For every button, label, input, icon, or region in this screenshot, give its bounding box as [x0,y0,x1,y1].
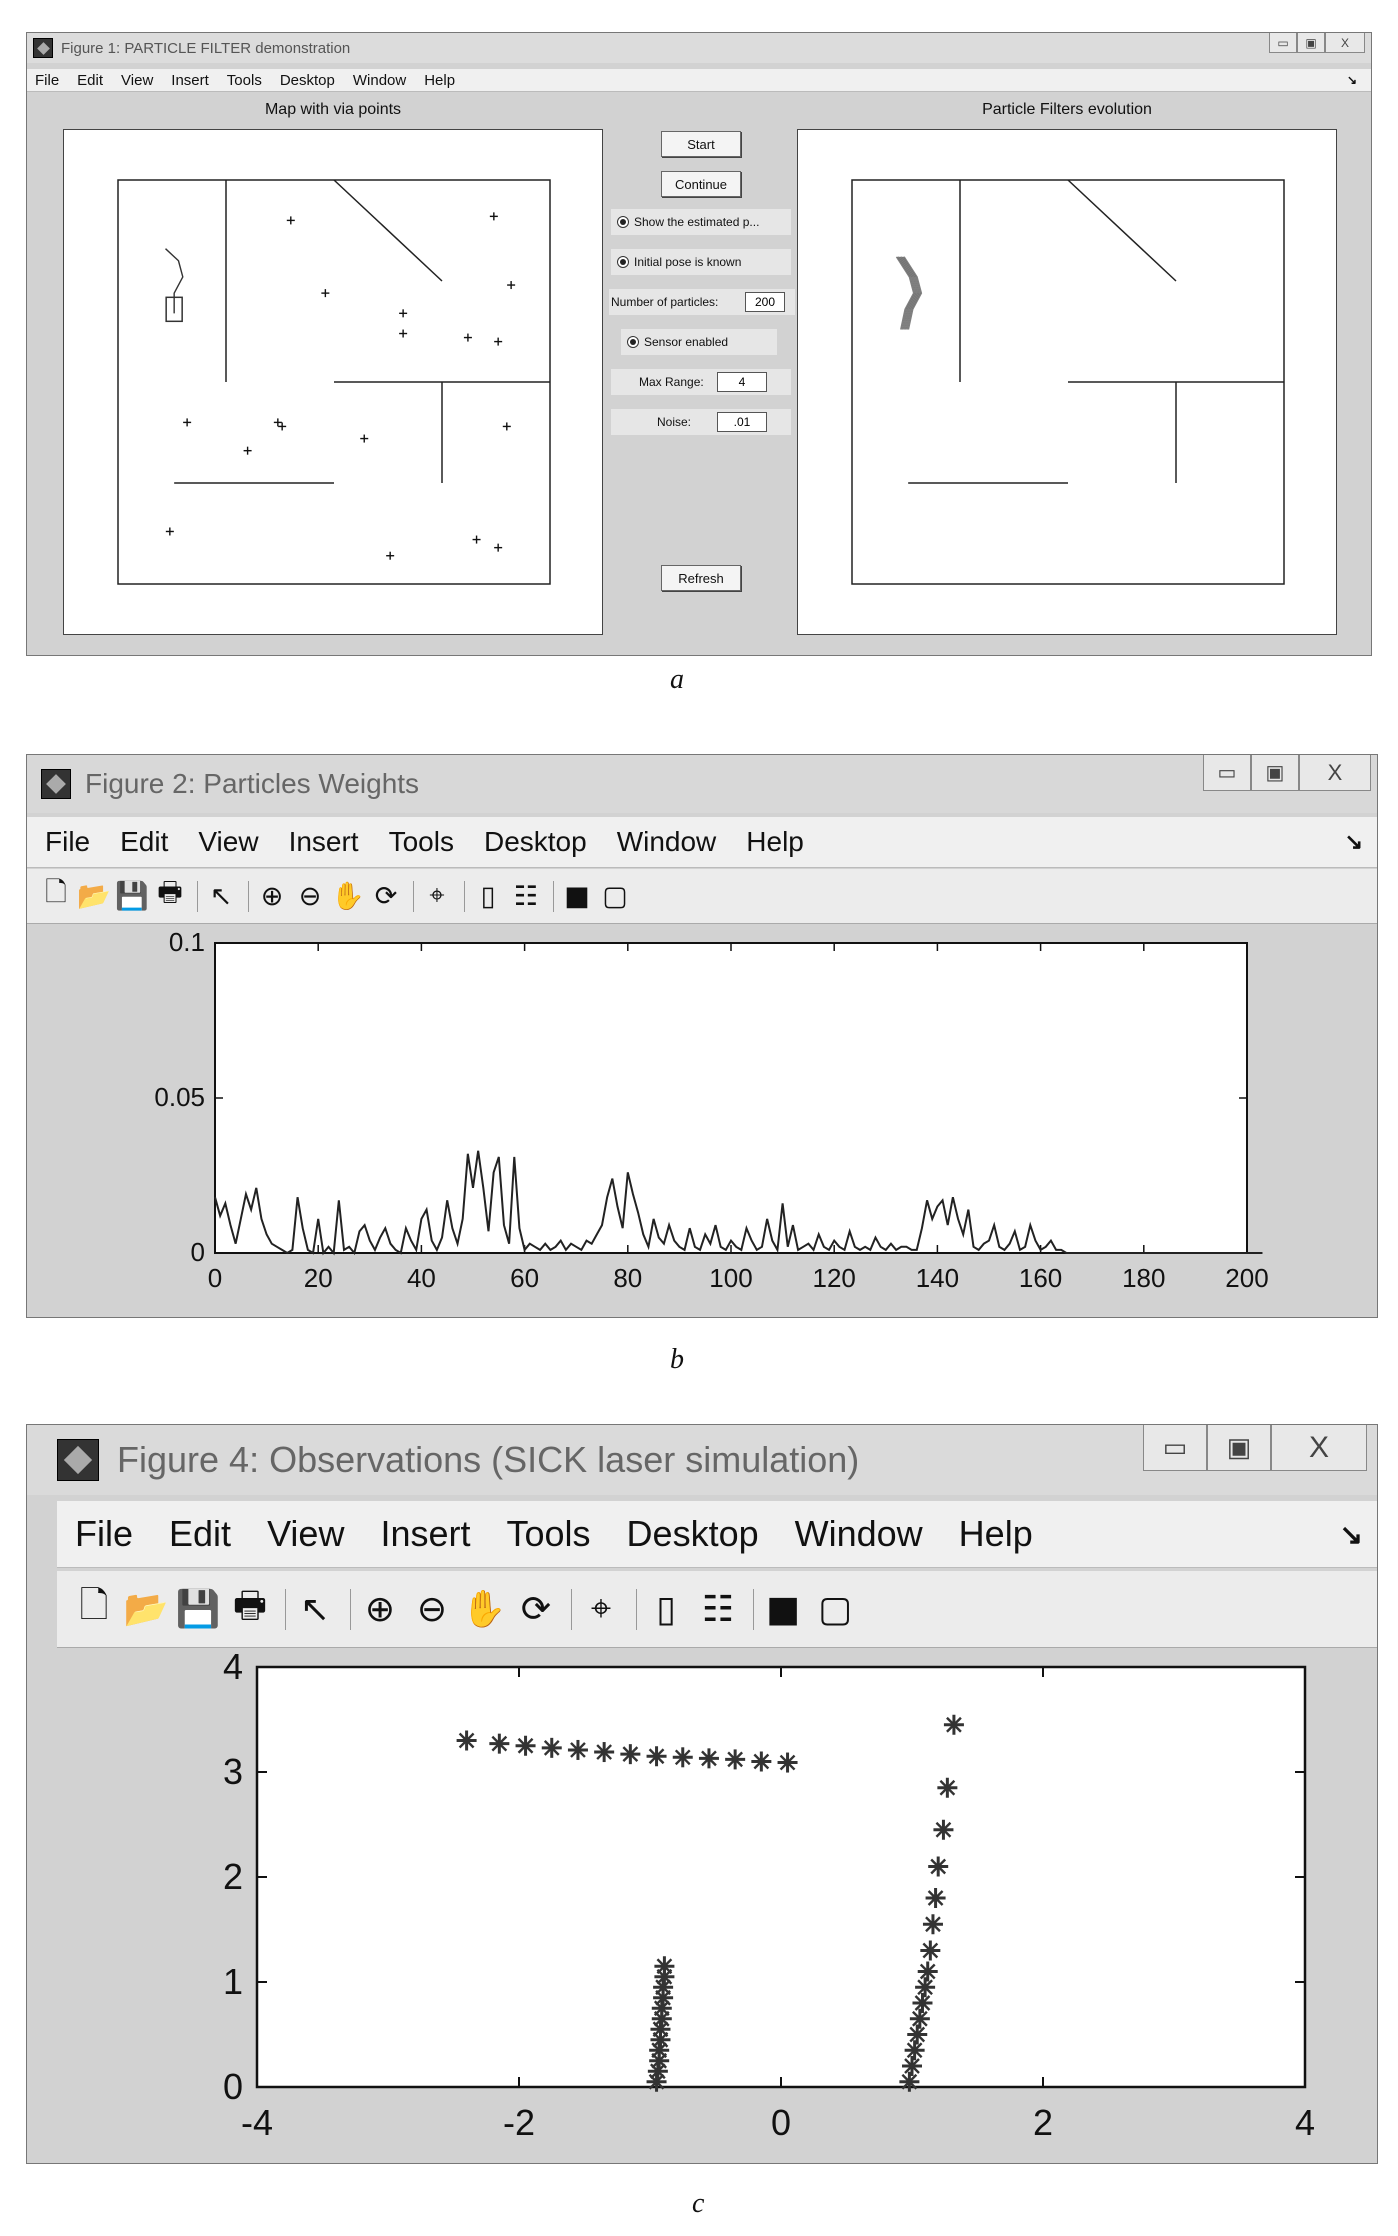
initial-pose-label: Initial pose is known [634,255,742,269]
toolbar-separator [571,1589,572,1630]
menu-file[interactable]: File [45,826,91,857]
weights-axes [215,943,1247,1253]
pointer-icon[interactable]: ↖ [299,1588,331,1630]
figure2-menubar [27,817,1377,868]
new-file-icon[interactable]: 🗋 [45,877,67,908]
x-tick-label: 80 [613,1263,643,1293]
observation-point [937,1778,957,1798]
observation-point [928,1857,948,1877]
dock-arrow-icon[interactable]: ↘ [1344,829,1363,854]
maximize-button[interactable]: ▣ [1207,1425,1271,1471]
menu-desktop[interactable]: Desktop [279,71,335,89]
caption-c: c [692,2188,705,2219]
show-estimated-radio[interactable] [611,209,791,235]
dock-arrow-icon[interactable]: ↘ [1346,73,1357,87]
observation-point [920,1941,940,1961]
menu-edit[interactable]: Edit [120,826,169,857]
x-tick-label: 180 [1122,1263,1166,1293]
map-panel [63,129,603,635]
observations-plot [57,1649,1377,2161]
new-file-icon[interactable]: 🗋 [79,1584,109,1626]
menu-edit[interactable]: Edit [77,71,104,89]
menu-insert[interactable]: Insert [380,1513,471,1554]
menu-desktop[interactable]: Desktop [483,826,587,857]
x-tick-label: 2 [1032,2102,1054,2143]
minimize-button[interactable]: ▭ [1203,755,1251,791]
observation-point [910,2009,930,2029]
observation-point [654,1956,674,1976]
zoom-in-icon[interactable]: ⊕ [260,880,284,912]
open-folder-icon[interactable]: 📂 [77,881,111,912]
observation-point [944,1715,964,1735]
pan-hand-icon[interactable]: ✋ [461,1589,507,1630]
figure4-title: Figure 4: Observations (SICK laser simulation) [117,1439,860,1480]
menu-help[interactable]: Help [424,71,456,89]
toolbar-separator [636,1589,637,1630]
figure2-title: Figure 2: Particles Weights [85,768,420,799]
pointer-icon[interactable]: ↖ [209,880,233,912]
toolbar-separator [553,881,554,912]
colorbar-icon[interactable]: ▯ [656,1588,676,1630]
maximize-button[interactable]: ▣ [1251,755,1299,791]
y-tick-label: 1 [222,1961,243,2002]
x-tick-label: 200 [1225,1263,1269,1293]
y-tick-label: 2 [222,1856,243,1897]
legend-icon[interactable]: ☷ [513,880,539,912]
x-tick-label: 60 [510,1263,540,1293]
matlab-logo-icon [57,1439,99,1481]
caption-a: a [670,664,684,695]
menu-window[interactable]: Window [794,1513,923,1554]
y-tick-label: 3 [222,1751,243,1792]
data-cursor-icon[interactable]: ⌖ [429,880,445,911]
close-button[interactable]: X [1271,1425,1367,1471]
close-button[interactable]: X [1325,33,1365,53]
toolbar-separator [248,881,249,912]
y-tick-label: 0.1 [168,927,205,957]
y-tick-label: 0 [222,2066,243,2107]
x-tick-label: 100 [709,1263,753,1293]
observation-point [933,1820,953,1840]
figure4-menubar [57,1501,1377,1568]
toolbar-separator [753,1589,754,1630]
x-tick-label: -2 [502,2102,536,2143]
menu-view[interactable]: View [267,1513,345,1554]
toolbar-separator [285,1589,286,1630]
toolbar-separator [197,881,198,912]
menu-file[interactable]: File [75,1513,134,1554]
noise-label: Noise: [657,415,692,429]
maximize-button[interactable]: ▣ [1297,33,1325,53]
toolbar-separator [464,881,465,912]
observation-point [751,1752,771,1772]
rotate-3d-icon[interactable]: ⟳ [520,1588,552,1630]
menu-edit[interactable]: Edit [169,1513,232,1554]
map-plot [64,130,602,634]
save-icon[interactable]: 💾 [175,1589,221,1630]
minimize-button[interactable]: ▭ [1143,1425,1207,1471]
observation-point [902,2056,922,2076]
x-tick-label: 0 [770,2102,792,2143]
matlab-logo-icon [41,769,71,799]
num-particles-label: Number of particles: [611,295,719,309]
refresh-button[interactable]: Refresh [661,565,741,591]
menu-help[interactable]: Help [958,1513,1033,1554]
menu-insert[interactable]: Insert [171,71,209,89]
zoom-in-icon[interactable]: ⊕ [364,1588,396,1630]
observation-point [899,2072,919,2092]
menu-view[interactable]: View [121,71,154,89]
x-tick-label: -4 [240,2102,274,2143]
observation-point [905,2040,925,2060]
left-panel-title: Map with via points [264,101,402,118]
x-tick-label: 160 [1018,1263,1063,1293]
show-plot-tools-icon[interactable]: ▢ [602,880,628,912]
menu-tools[interactable]: Tools [506,1513,591,1554]
hide-plot-tools-icon[interactable]: ■ [564,880,590,912]
max-range-field[interactable] [717,372,767,392]
observation-point [516,1736,536,1756]
menu-desktop[interactable]: Desktop [626,1513,759,1554]
observation-point [918,1962,938,1982]
menu-window[interactable]: Window [616,826,717,857]
figure4-titlebar[interactable] [27,1425,1377,1495]
observation-point [923,1914,943,1934]
figure1-title: Figure 1: PARTICLE FILTER demonstration [61,39,351,57]
figure4-window [26,1424,1378,2164]
matlab-logo-icon [33,38,53,58]
start-button[interactable]: Start [661,131,741,157]
observation-point [915,1977,935,1997]
noise-field[interactable] [717,412,767,432]
observation-point [457,1731,477,1751]
menu-window[interactable]: Window [352,71,407,89]
data-cursor-icon[interactable]: ⌖ [590,1588,612,1629]
observation-point [907,2025,927,2045]
rotate-3d-icon[interactable]: ⟳ [374,880,398,912]
y-tick-label: 0 [190,1237,205,1267]
dock-arrow-icon[interactable]: ↘ [1339,1518,1363,1550]
particle-panel [797,129,1337,635]
figure4-toolbar [57,1571,1377,1648]
x-tick-label: 40 [406,1263,436,1293]
toolbar-separator [413,881,414,912]
continue-button[interactable]: Continue [661,171,741,197]
show-plot-tools-icon[interactable]: ▢ [817,1588,852,1630]
caption-b: b [670,1344,684,1375]
menu-tools[interactable]: Tools [388,826,454,857]
observation-point [647,1746,667,1766]
menu-tools[interactable]: Tools [226,71,262,89]
sensor-enabled-radio[interactable] [621,329,777,355]
observation-point [926,1888,946,1908]
x-tick-label: 20 [303,1263,333,1293]
figure2-toolbar [27,869,1377,924]
num-particles-field[interactable] [745,292,785,312]
x-tick-label: 120 [812,1263,856,1293]
pan-hand-icon[interactable]: ✋ [331,881,365,912]
observation-point [912,1993,932,2013]
radio-dot-icon [627,336,639,348]
hide-plot-tools-icon[interactable]: ■ [765,1588,800,1630]
zoom-out-icon[interactable]: ⊖ [298,880,322,912]
observations-axes [257,1667,1305,2087]
x-tick-label: 140 [915,1263,960,1293]
menu-file[interactable]: File [35,71,60,89]
menu-insert[interactable]: Insert [288,826,359,857]
print-icon[interactable]: 🖶 [233,1584,267,1626]
menu-help[interactable]: Help [746,826,804,857]
zoom-out-icon[interactable]: ⊖ [416,1588,448,1630]
figure2-window [26,754,1378,1318]
figure1-menubar [27,69,1371,92]
open-folder-icon[interactable]: 📂 [123,1589,169,1630]
x-tick-label: 4 [1294,2102,1316,2143]
y-tick-label: 0.05 [154,1082,205,1112]
y-tick-label: 4 [222,1649,243,1687]
figure1-titlebar[interactable] [27,33,1371,63]
menu-view[interactable]: View [198,826,259,857]
show-estimated-label: Show the estimated p... [634,215,760,229]
toolbar-separator [350,1589,351,1630]
x-tick-label: 0 [207,1263,223,1293]
sensor-enabled-label: Sensor enabled [644,335,729,349]
radio-dot-icon [617,256,629,268]
figure1-window [26,32,1372,656]
save-icon[interactable]: 💾 [115,881,149,912]
max-range-label: Max Range: [639,375,704,389]
radio-dot-icon [617,216,629,228]
right-panel-title: Particle Filters evolution [982,101,1152,118]
close-button[interactable]: X [1299,755,1371,791]
colorbar-icon[interactable]: ▯ [480,880,496,912]
particle-plot [798,130,1336,634]
figure2-titlebar[interactable] [27,755,1377,813]
weights-plot [27,925,1377,1317]
minimize-button[interactable]: ▭ [1269,33,1297,53]
print-icon[interactable]: 🖶 [157,877,183,908]
legend-icon[interactable]: ☷ [701,1588,735,1630]
initial-pose-radio[interactable] [611,249,791,275]
